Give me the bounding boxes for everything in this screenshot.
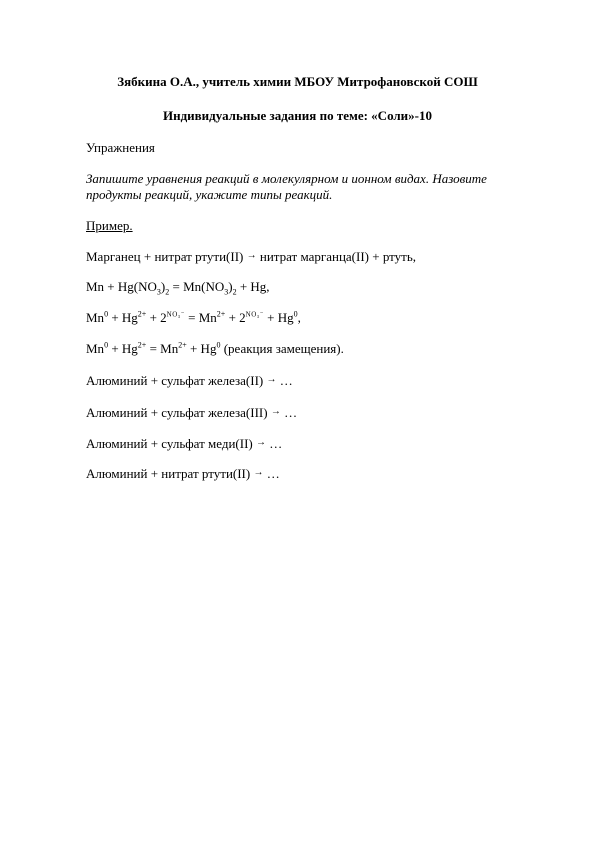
task-reactants: Алюминий + нитрат ртути(II) — [86, 466, 251, 481]
task-item — [86, 466, 280, 482]
word-equation — [86, 249, 416, 265]
short-ion-sup: 2+ — [137, 340, 147, 350]
section-heading: Упражнения — [86, 140, 155, 155]
mol-eq-part: ) — [228, 279, 233, 294]
short-ion-sup: 0 — [216, 340, 221, 350]
mol-eq-sub: 2 — [165, 287, 170, 297]
reaction-arrow: → — [266, 374, 277, 385]
mol-eq-part: + Hg, — [236, 279, 270, 294]
reaction-arrow: → — [246, 250, 257, 261]
task-reactants: Алюминий + сульфат железа(III) — [86, 405, 268, 420]
reaction-arrow: → — [256, 437, 266, 448]
ion-eq-part: = Mn — [184, 310, 217, 325]
instruction-line-2: продукты реакций, укажите типы реакций. — [86, 187, 333, 202]
mol-eq-sub: 3 — [156, 287, 161, 297]
example-label: Пример. — [86, 218, 133, 233]
task-item — [86, 436, 282, 452]
reaction-arrow: → — [253, 467, 264, 478]
short-ion-part: (реакция замещения). — [220, 341, 344, 356]
ion-eq-part: + 2 — [225, 310, 246, 325]
ion-eq-part: + Hg — [108, 310, 138, 325]
task-item — [86, 405, 297, 421]
mol-eq-part: Mn + Hg(NO — [86, 279, 157, 294]
ion-eq-sup: 0 — [104, 309, 109, 319]
nitrate-ion: NO₃⁻ — [166, 310, 185, 319]
word-eq-right: нитрат марганца(II) + ртуть, — [259, 249, 417, 264]
reaction-arrow: → — [270, 406, 281, 417]
task-products-blank: … — [269, 436, 283, 451]
ion-eq-part: Mn — [86, 310, 105, 325]
mol-eq-part: = Mn(NO — [169, 279, 225, 294]
ion-eq-sup: 0 — [293, 309, 298, 319]
task-products-blank: … — [266, 466, 280, 481]
short-ion-part: + Hg — [108, 341, 138, 356]
ion-eq-sup: 2+ — [216, 309, 226, 319]
short-ion-sup: 2+ — [178, 340, 187, 350]
mol-eq-part: ) — [160, 279, 166, 294]
task-reactants: Алюминий + сульфат меди(II) — [86, 436, 253, 451]
task-products-blank: … — [279, 373, 293, 388]
mol-eq-sub: 2 — [232, 287, 237, 297]
author-line: Зябкина О.А., учитель химии МБОУ Митрофановской СОШ — [117, 74, 478, 89]
molecular-equation — [86, 279, 270, 295]
word-eq-left: Марганец + нитрат ртути(II) — [86, 249, 244, 264]
short-ionic-equation — [86, 341, 344, 357]
instruction-line-1: Запишите уравнения реакций в молекулярном и ионном видах. Назовите — [86, 171, 487, 186]
nitrate-ion: NO₃⁻ — [245, 310, 264, 319]
ion-eq-part: + 2 — [146, 310, 167, 325]
ion-eq-part: + Hg — [263, 310, 294, 325]
short-ion-part: Mn — [86, 341, 105, 356]
task-item — [86, 373, 293, 389]
short-ion-sup: 0 — [104, 340, 109, 350]
task-products-blank: … — [284, 405, 298, 420]
ion-eq-sup: 2+ — [137, 309, 147, 319]
ion-eq-part: , — [297, 310, 301, 325]
topic-title: Индивидуальные задания по теме: «Соли»-10 — [162, 108, 433, 123]
short-ion-part: + Hg — [186, 341, 217, 356]
short-ion-part: = Mn — [146, 341, 179, 356]
task-reactants: Алюминий + сульфат железа(II) — [86, 373, 264, 388]
mol-eq-sub: 3 — [224, 287, 229, 297]
full-ionic-equation — [86, 310, 301, 326]
